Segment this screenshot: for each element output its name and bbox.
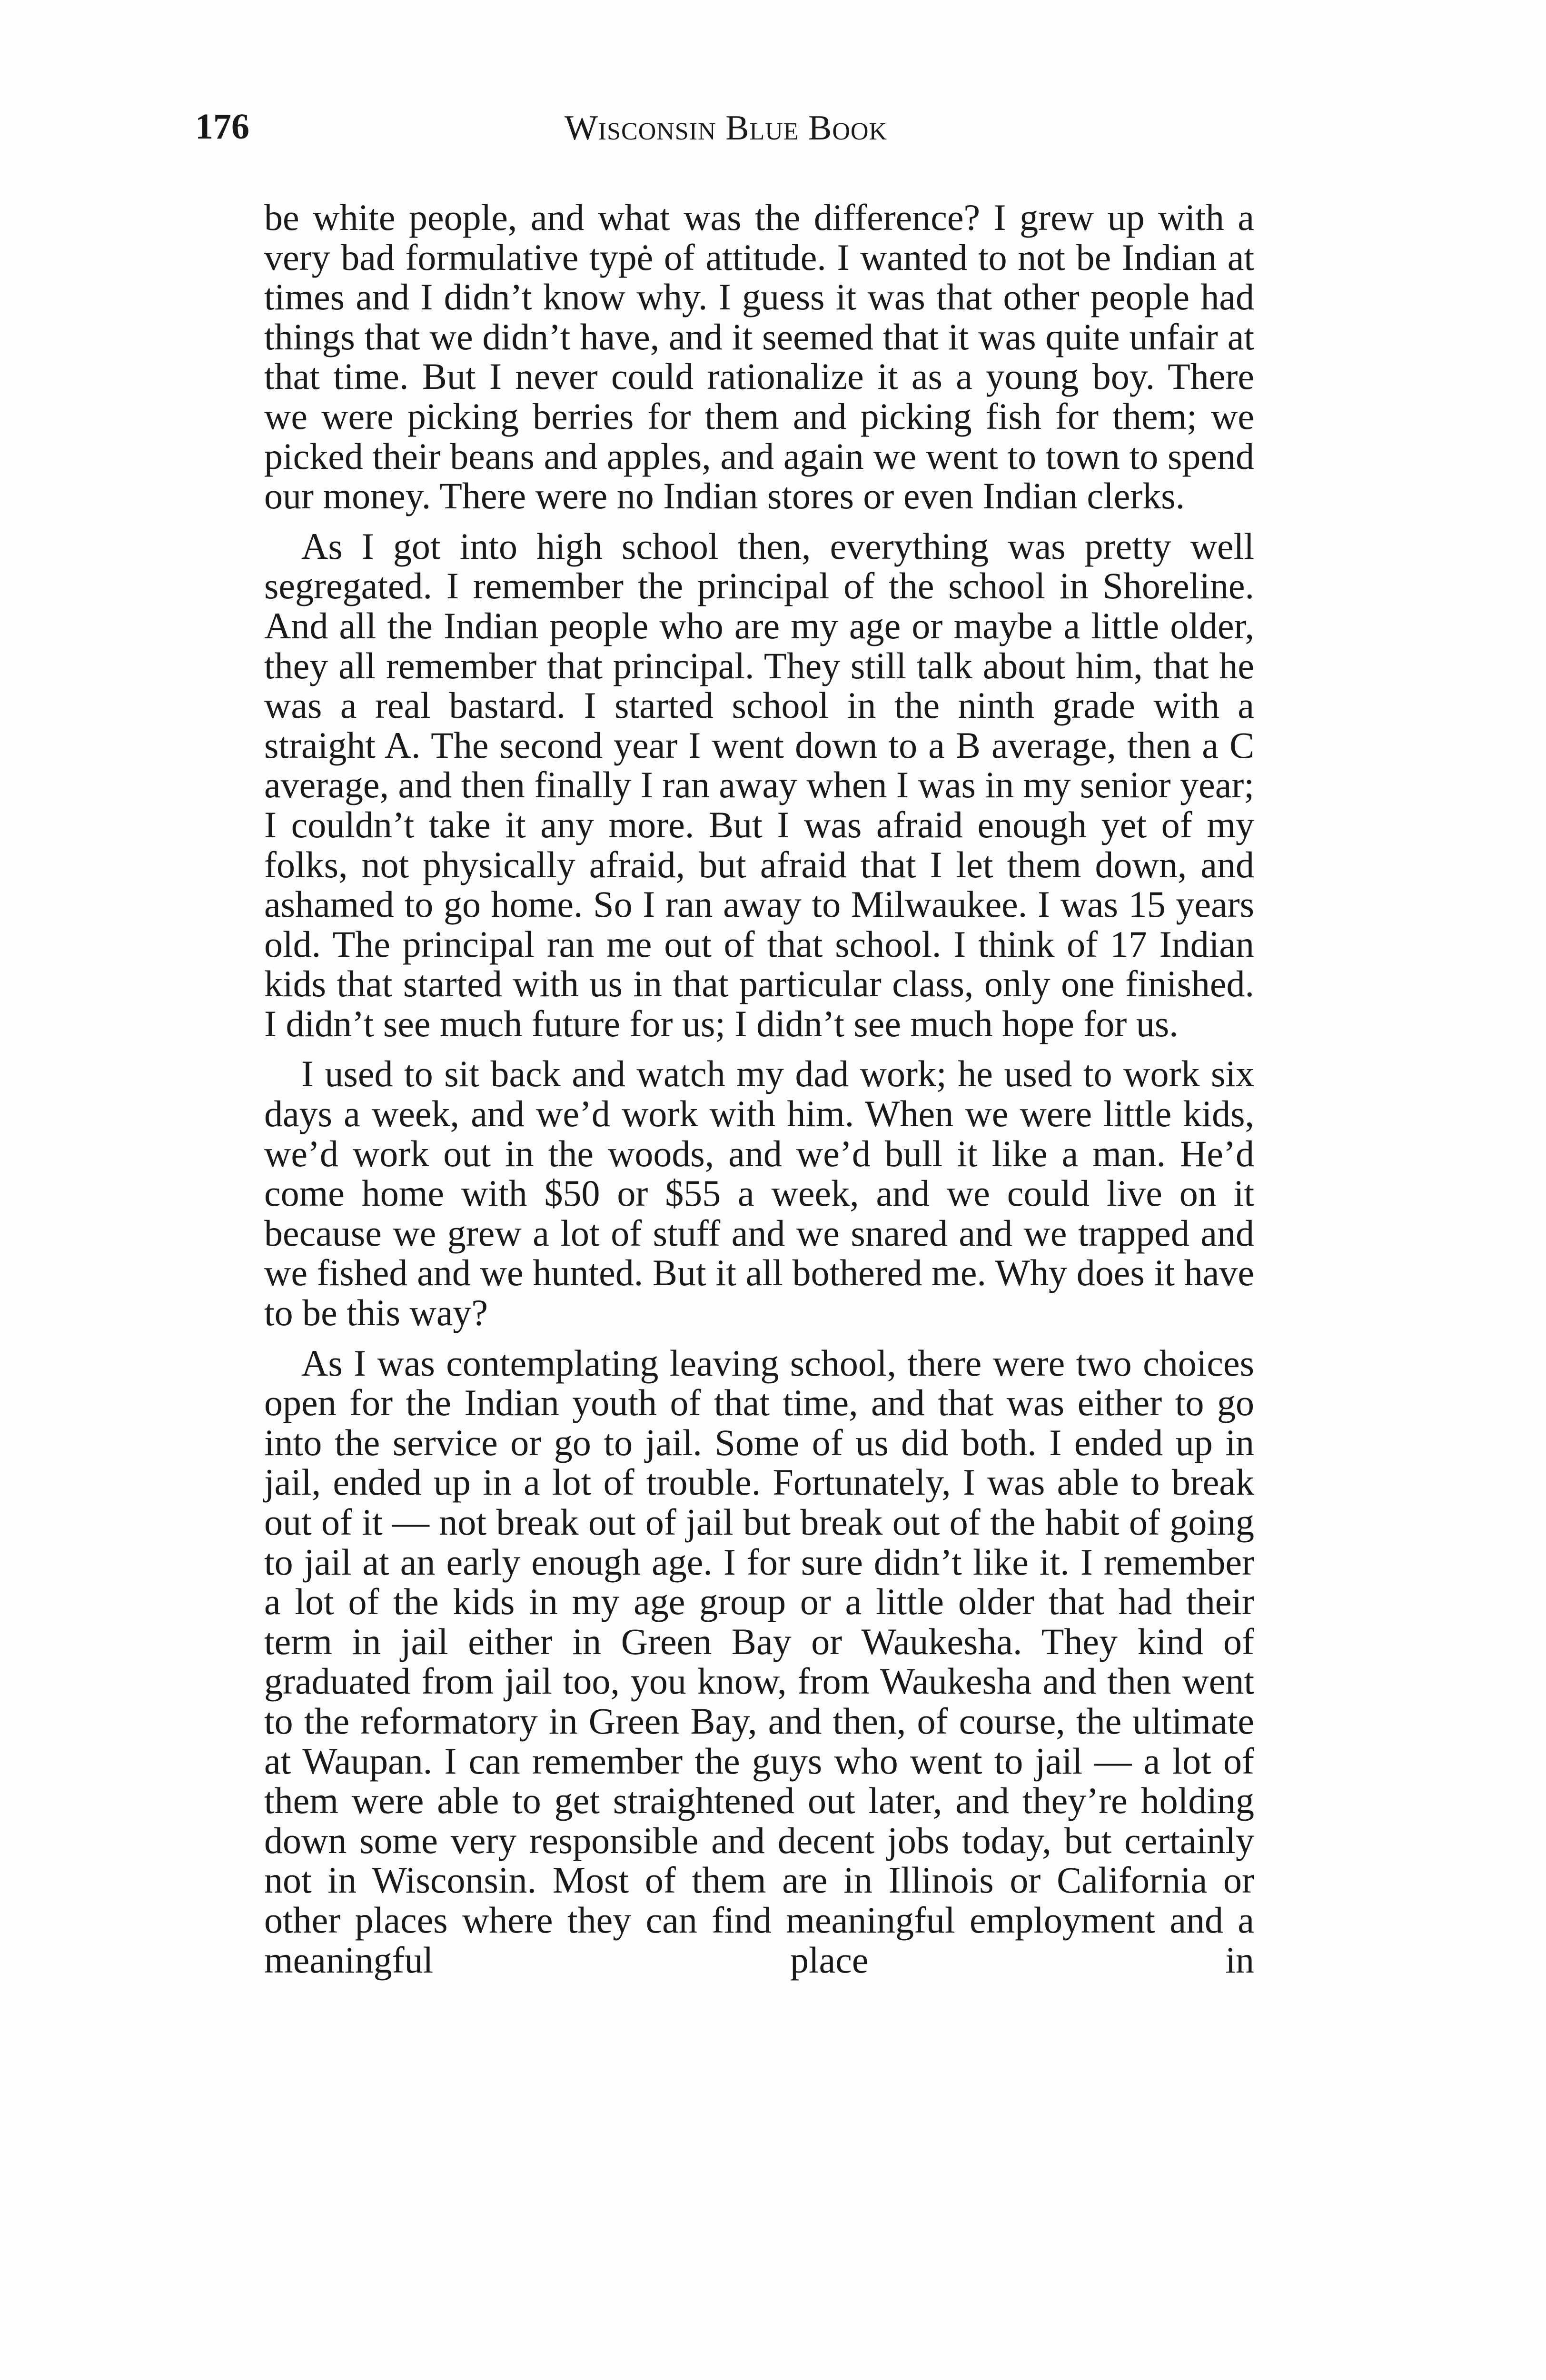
paragraph-3: I used to sit back and watch my dad work; he used to work six days a week, and we’d work with him. When we were little kids, we’d work out in the woods, and we’d bull it like a man. He’d come home with $50 or $55 a week, and we could live on it because we grew a lot of stuff and we snared and we trapped and we fished and we hunted. But it all bothered me. Why does it have to be this way?: [264, 1053, 1254, 1334]
running-header: [195, 109, 1257, 166]
page-number: 176: [195, 107, 249, 147]
paragraph-2: As I got into high school then, everything was pretty well segregated. I remember the principal of the school in Shoreline. And all the Indian people who are my age or maybe a little older, they all remember that principal. They still talk about him, that he was a real bastard. I started school in the ninth grade with a straight A. The second year I went down to a B average, then a C average, and then finally I ran away when I was in my senior year; I couldn’t take it any more. But I was afraid enough yet of my folks, not physically afraid, but afraid that I let them down, and ashamed to go home. So I ran away to Milwaukee. I was 15 years old. The principal ran me out of that school. I think of 17 Indian kids that started with us in that particular class, only one finished. I didn’t see much future for us; I didn’t see much hope for us.: [264, 525, 1254, 1044]
body-text: [264, 198, 1254, 1980]
paragraph-4: As I was contemplating leaving school, there were two choices open for the Indian youth of that time, and that was either to go into the service or go to jail. Some of us did both. I ended up in jail, ended up in a lot of trouble. Fortunately, I was able to break out of it — not break out of jail but break out of the habit of going to jail at an early enough age. I for sure didn’t like it. I remember a lot of the kids in my age group or a little older that had their term in jail either in Green Bay or Waukesha. They kind of graduated from jail too, you know, from Waukesha and then went to the reformatory in Green Bay, and then, of course, the ultimate at Waupan. I can remember the guys who went to jail — a lot of them were able to get straightened out later, and they’re holding down some very responsible and decent jobs today, but certainly not in Wisconsin. Most of them are in Illinois or California or other places where they can find meaningful employment and a meaningful place in: [264, 1342, 1254, 1981]
running-title: Wisconsin Blue Book: [564, 109, 888, 148]
paragraph-1: be white people, and what was the difference? I grew up with a very bad formulative typė of attitude. I wanted to not be Indian at times and I didn’t know why. I guess it was that other people had things that we didn’t have, and it seemed that it was quite unfair at that time. But I never could rationalize it as a young boy. There we were picking berries for them and picking fish for them; we picked their beans and apples, and again we went to town to spend our money. There were no Indian stores or even Indian clerks.: [264, 197, 1254, 517]
